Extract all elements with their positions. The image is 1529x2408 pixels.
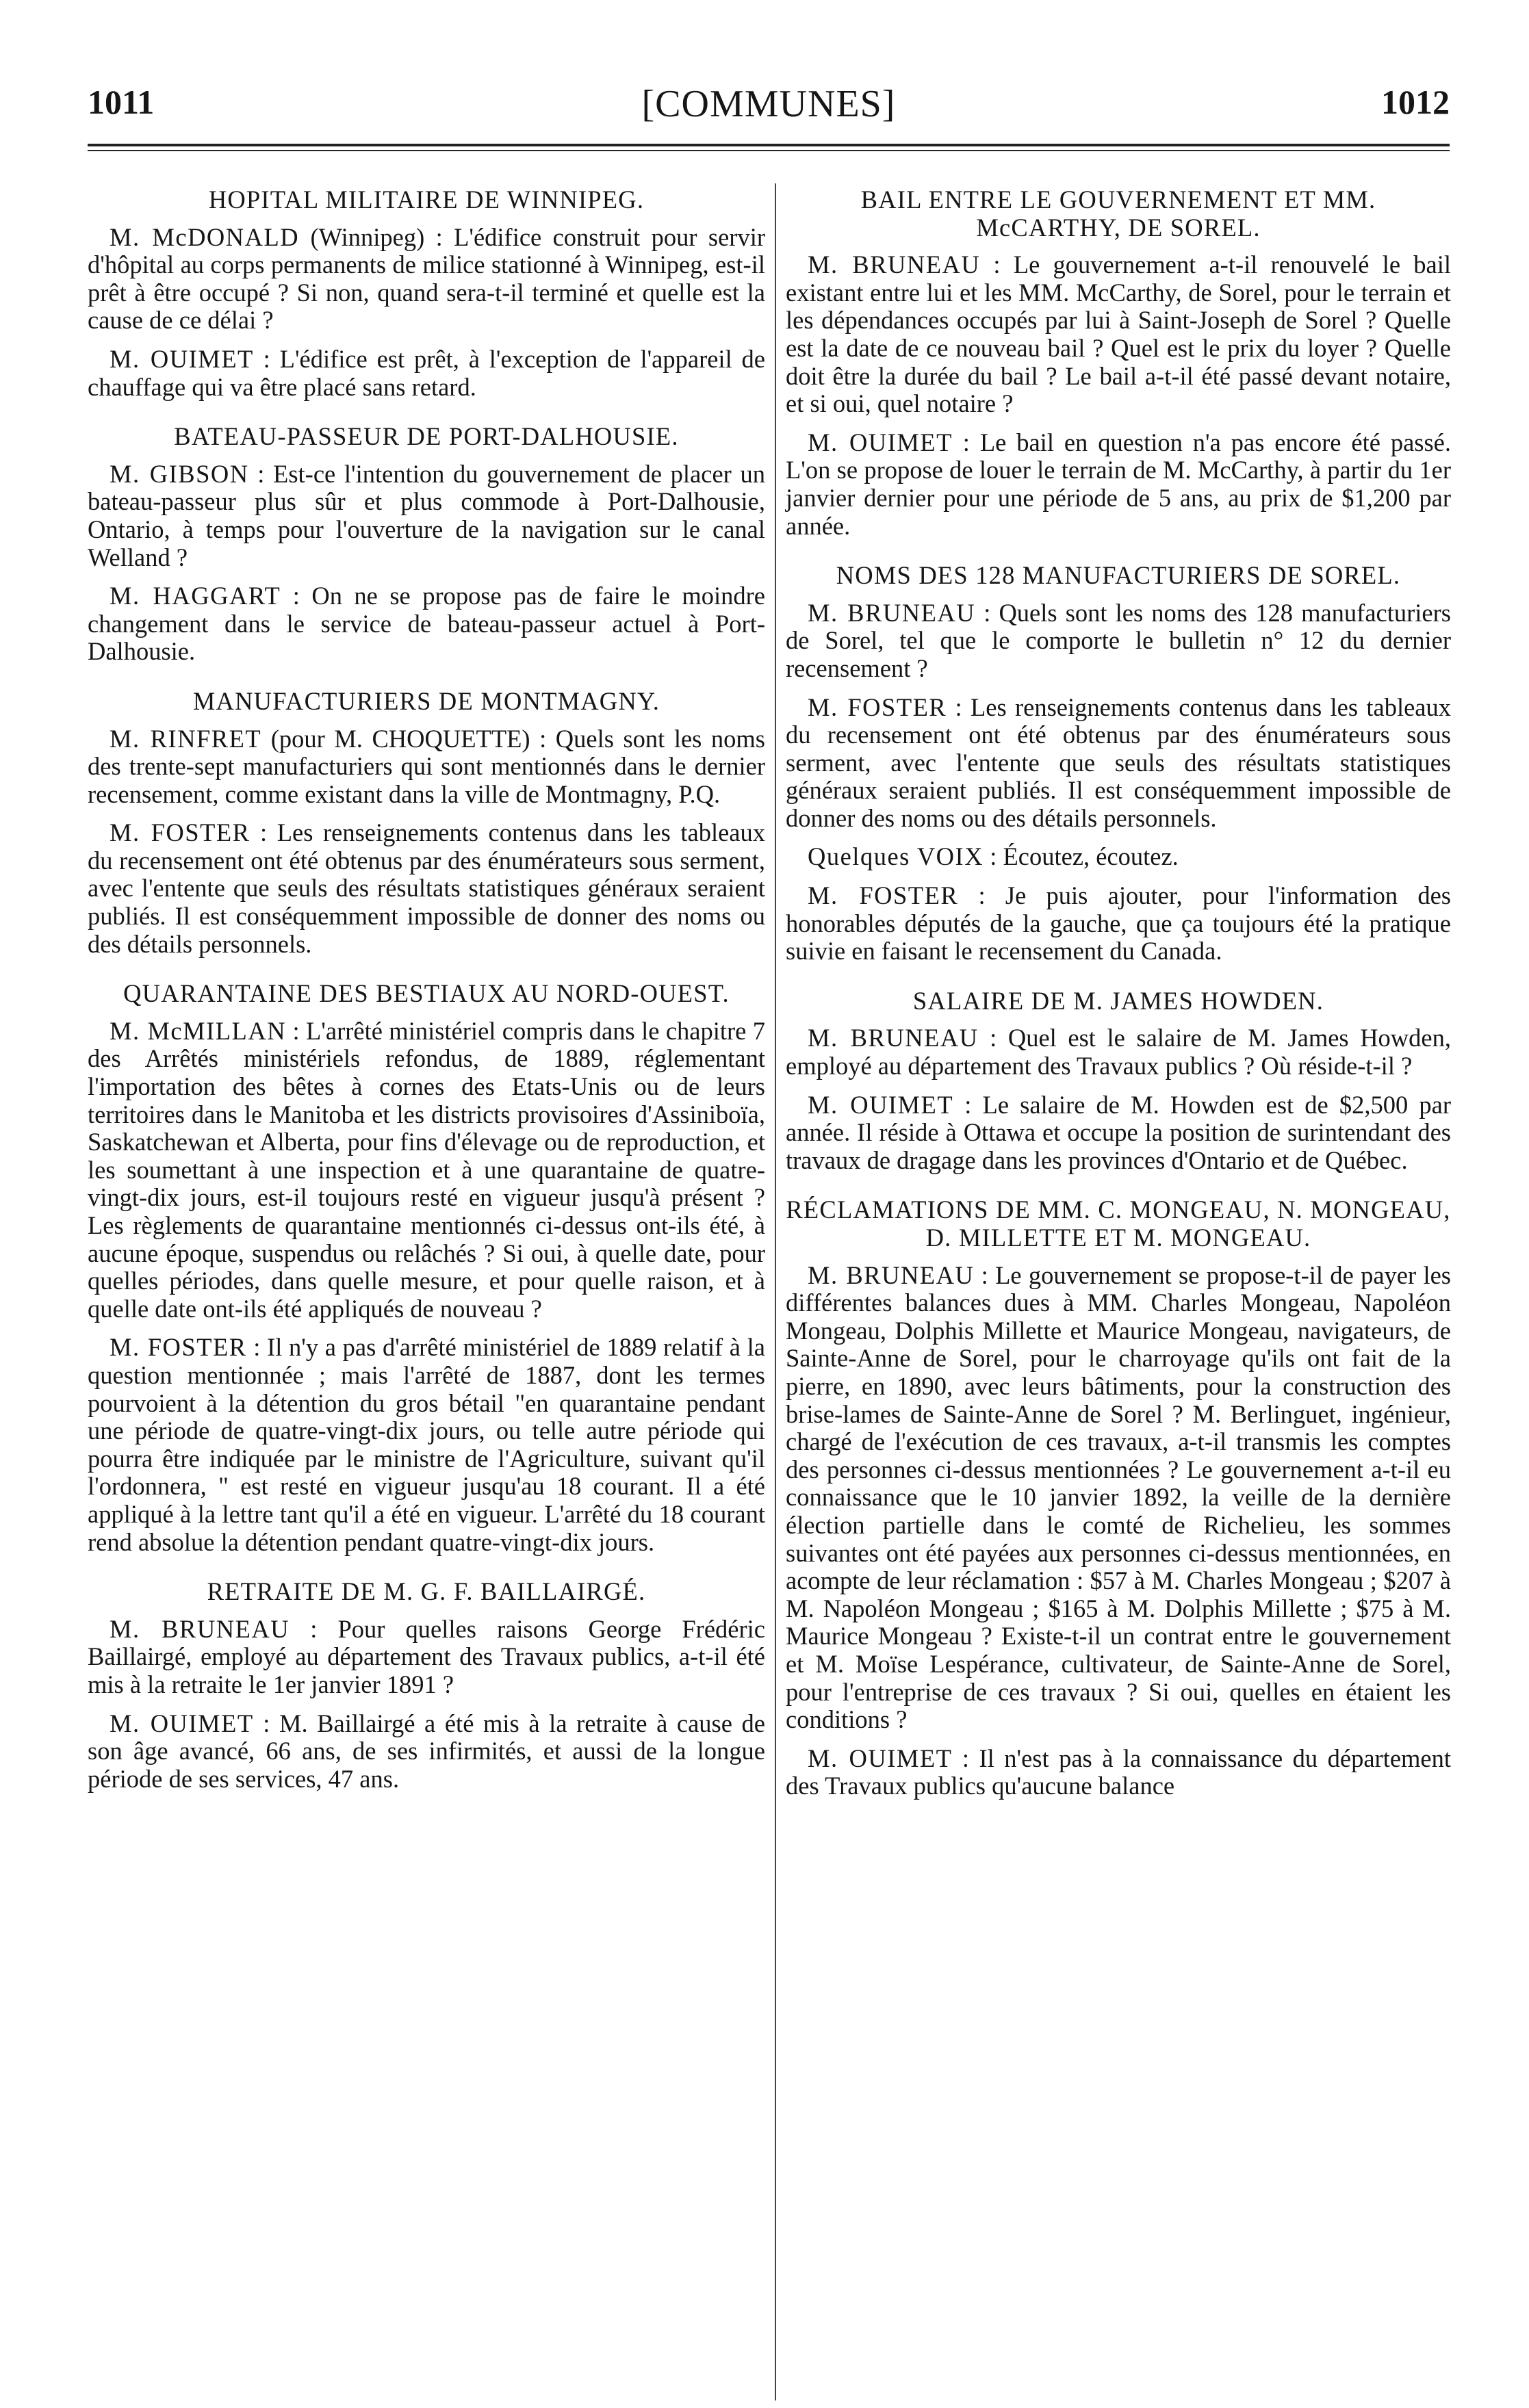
section-heading: NOMS DES 128 MANUFACTURIERS DE SOREL. — [836, 561, 1401, 590]
page-number-left: 1011 — [88, 83, 155, 121]
section-heading: BATEAU-PASSEUR DE PORT-DALHOUSIE. — [174, 422, 679, 451]
section-heading: HOPITAL MILITAIRE DE WINNIPEG. — [208, 185, 645, 213]
speaker-name: M. RINFRET — [110, 724, 262, 753]
paragraph — [88, 1616, 765, 1699]
section-heading: RÉCLAMATIONS DE MM. C. MONGEAU, N. MONGEAU, D. MILLETTE ET M. MONGEAU. — [786, 1195, 1451, 1252]
paragraph — [786, 882, 1451, 966]
speaker-name: M. HAGGART — [110, 582, 281, 610]
section — [786, 562, 1451, 966]
paragraph — [786, 843, 1451, 871]
paragraph-text: : Je puis ajouter, pour l'information des honorables députés de la gauche, que ça toujours été la pratique suivie en faisant le recensement du Canada. — [786, 881, 1451, 966]
section — [88, 688, 765, 958]
speaker-name: M. BRUNEAU — [808, 1024, 979, 1052]
paragraph — [88, 819, 765, 958]
header-rule-thin — [88, 150, 1450, 151]
header-rule-thick — [88, 144, 1450, 146]
paragraph-text: : Il n'est pas à la connaissance du département des Travaux publics qu'aucune balance — [786, 1744, 1452, 1800]
paragraph — [786, 1024, 1451, 1080]
speaker-name: M. OUIMET — [808, 428, 953, 456]
paragraph-text: : M. Baillairgé a été mis à la retraite à cause de son âge avancé, 66 ans, de ses infirmités, et aussi de la longue période de ses services, 47 ans. — [88, 1709, 766, 1793]
speaker-name: M. BRUNEAU — [808, 1260, 975, 1289]
right-column — [786, 186, 1451, 1822]
page-number-right: 1012 — [1381, 83, 1450, 121]
speaker-name: M. BRUNEAU — [808, 250, 981, 279]
speaker-name: M. OUIMET — [110, 344, 254, 373]
column-divider — [775, 183, 776, 2400]
section — [88, 186, 765, 401]
paragraph-text: : L'édifice est prêt, à l'exception de l'appareil de chauffage qui va être placé sans retard. — [88, 344, 765, 401]
paragraph — [786, 1262, 1451, 1734]
paragraph — [88, 725, 765, 809]
paragraph-text: : Le gouvernement se propose-t-il de payer les différentes balances dues à MM. Charles Mongeau, Napoléon Mongeau, Dolphis Millette et Maurice Mongeau, navigateurs, de Sainte-Anne de Sorel, pour le charroyage qu'ils ont fait de la pierre, en 1890, avec leurs bâtiments, pour la construction des brise-lames de Sainte-Anne de Sorel ? M. Berlinguet, ingénieur, chargé de l'exécution de ces travaux, a-t-il transmis les comptes des personnes ci-dessus mentionnées ? Le gouvernement a-t-il eu connaissance que le 10 janvier 1892, la veille de la dernière élection partielle dans le comté de Richelieu, les sommes suivantes ont été payées aux personnes ci-dessus mentionnées, en acompte de leur réclamation : $57 à M. Charles Mongeau ; $207 à M. Napoléon Mongeau ; $165 à M. Dolphis Millette ; $75 à M. Maurice Mongeau ? Existe-t-il un contrat entre le gouvernement et M. Moïse Lespérance, cultivateur, de Sainte-Anne de Sorel, pour l'entreprise de ces travaux ? Si oui, quelles en étaient les conditions ? — [786, 1260, 1451, 1734]
speaker-name: M. McDONALD — [110, 222, 300, 251]
paragraph — [88, 1710, 765, 1794]
paragraph-text: : Il n'y a pas d'arrêté ministériel de 1889 relatif à la question mentionnée ; mais l'arrêté de 1887, dont les termes pourvoient à la détention du gros bétail "en quarantaine pendant une période de quatre-vingt-dix jours, ou telle autre période qui pourra être indiquée par le ministre de l'Agriculture, suivant qu'il l'ordonnera, " est resté en vigueur jusqu'au 18 courant. Il a été appliqué à la lettre tant qu'il a été en vigueur. L'arrêté du 18 courant rend absolue la détention pendant quatre-vingt-dix jours. — [88, 1333, 765, 1556]
paragraph-text: : Les renseignements contenus dans les tableaux du recensement ont été obtenus par des énumérateurs sous serment, avec l'entente que seuls des résultats statistiques généraux seraient publiés. Il est conséquemment impossible de donner des noms ou des détails personnels. — [786, 692, 1451, 832]
speaker-name: M. FOSTER — [110, 1333, 247, 1362]
speaker-name: M. McMILLAN — [110, 1016, 287, 1045]
speaker-name: M. OUIMET — [110, 1709, 254, 1737]
paragraph-text: : Écoutez, écoutez. — [984, 842, 1179, 871]
paragraph-text: : On ne se propose pas de faire le moindre changement dans le service de bateau-passeur actuel à Port-Dalhousie. — [88, 582, 765, 666]
section — [786, 186, 1451, 540]
section — [88, 1578, 765, 1793]
paragraph-text: : Est-ce l'intention du gouvernement de placer un bateau-passeur plus sûr et plus commode à Port-Dalhousie, Ontario, à temps pour l'ouverture de la navigation sur le canal Welland ? — [88, 459, 765, 571]
speaker-name: M. OUIMET — [808, 1744, 953, 1772]
paragraph-text: (Winnipeg) : L'édifice construit pour servir d'hôpital au corps permanents de milice stationné à Winnipeg, est-il prêt à être occupé ? Si non, quand sera-t-il terminé et quelle est la cause de ce délai ? — [88, 222, 766, 335]
running-title: [COMMUNES] — [641, 83, 896, 125]
section-heading: QUARANTAINE DES BESTIAUX AU NORD-OUEST. — [123, 979, 730, 1008]
paragraph-text: : Pour quelles raisons George Frédéric Baillairgé, employé au département des Travaux publics, a-t-il été mis à la retraite le 1er janvier 1891 ? — [88, 1614, 765, 1698]
paragraph — [88, 1334, 765, 1556]
section — [88, 980, 765, 1556]
paragraph — [786, 599, 1451, 683]
paragraph — [786, 1091, 1451, 1175]
paragraph — [786, 694, 1451, 833]
speaker-name: M. FOSTER — [110, 818, 250, 847]
paragraph — [88, 346, 765, 401]
section-heading: BAIL ENTRE LE GOUVERNEMENT ET MM. McCARTHY, DE SOREL. — [860, 185, 1376, 242]
paragraph-text: : Quels sont les noms des 128 manufacturiers de Sorel, tel que le comporte le bulletin n° 12 du dernier recensement ? — [786, 598, 1451, 682]
section — [786, 987, 1451, 1175]
paragraph — [88, 582, 765, 666]
section-heading: MANUFACTURIERS DE MONTMAGNY. — [192, 686, 660, 715]
paragraph — [88, 224, 765, 335]
paragraph — [786, 251, 1451, 418]
speaker-name: M. FOSTER — [808, 881, 959, 910]
section — [88, 423, 765, 666]
section — [786, 1196, 1451, 1800]
paragraph-text: : Quel est le salaire de M. James Howden, employé au département des Travaux publics ? Où réside-t-il ? — [786, 1024, 1451, 1080]
speaker-name: M. OUIMET — [808, 1090, 954, 1119]
paragraph-text: : L'arrêté ministériel compris dans le chapitre 7 des Arrêtés ministériels refondus, de 1889, réglementant l'importation des bêtes à cornes des Etats-Unis ou de leurs territoires dans le Manitoba et les districts provisoires d'Assiniboïa, Saskatchewan et Alberta, pour fins d'élevage ou de reproduction, et les soumettant à une inspection et à une quarantaine de quatre-vingt-dix jours, est-il toujours resté en vigueur jusqu'à présent ? Les règlements de quarantaine mentionnés ci-dessus ont-ils été, à aucune époque, suspendus ou relâchés ? Si oui, à quelle date, pour quelles périodes, dans quelle mesure, et pour quelle raison, et à quelle date ont-ils été appliqués de nouveau ? — [88, 1016, 766, 1323]
paragraph — [88, 1018, 765, 1323]
paragraph-text: : Le bail en question n'a pas encore été passé. L'on se propose de louer le terrain de M. McCarthy, à partir du 1er janvier dernier pour une période de 5 ans, au prix de $1,200 par année. — [786, 428, 1452, 540]
left-column — [88, 186, 765, 1815]
page-header — [88, 82, 1450, 130]
speaker-name: M. FOSTER — [808, 692, 947, 721]
speaker-name: Quelques VOIX — [808, 842, 984, 871]
paragraph-text: : Les renseignements contenus dans les tableaux du recensement ont été obtenus par des énumérateurs sous serment, avec l'entente que seuls des résultats statistiques généraux seraient publiés. Il est conséquemment impossible de donner des noms ou des détails personnels. — [88, 818, 765, 958]
paragraph — [786, 429, 1451, 540]
speaker-name: M. BRUNEAU — [808, 598, 976, 627]
paragraph — [786, 1745, 1451, 1800]
section-heading: RETRAITE DE M. G. F. BAILLAIRGÉ. — [207, 1577, 646, 1606]
paragraph-text: : Le gouvernement a-t-il renouvelé le bail existant entre lui et les MM. McCarthy, de Sorel, pour le terrain et les dépendances occupés par lui à Saint-Joseph de Sorel ? Quelle est la date de ce nouveau bail ? Quel est le prix du loyer ? Quelle doit être la durée du bail ? Le bail a-t-il été passé devant notaire, et si oui, quel notaire ? — [786, 250, 1451, 418]
speaker-name: M. BRUNEAU — [110, 1614, 290, 1643]
section-heading: SALAIRE DE M. JAMES HOWDEN. — [912, 986, 1324, 1015]
paragraph-text: (pour M. CHOQUETTE) : Quels sont les noms des trente-sept manufacturiers qui sont mentionnés dans le dernier recensement, comme existant dans la ville de Montmagny, P.Q. — [88, 724, 765, 808]
paragraph — [88, 461, 765, 571]
speaker-name: M. GIBSON — [110, 459, 249, 488]
paragraph-text: : Le salaire de M. Howden est de $2,500 par année. Il réside à Ottawa et occupe la position de surintendant des travaux de dragage dans les provinces d'Ontario et de Québec. — [786, 1090, 1452, 1174]
